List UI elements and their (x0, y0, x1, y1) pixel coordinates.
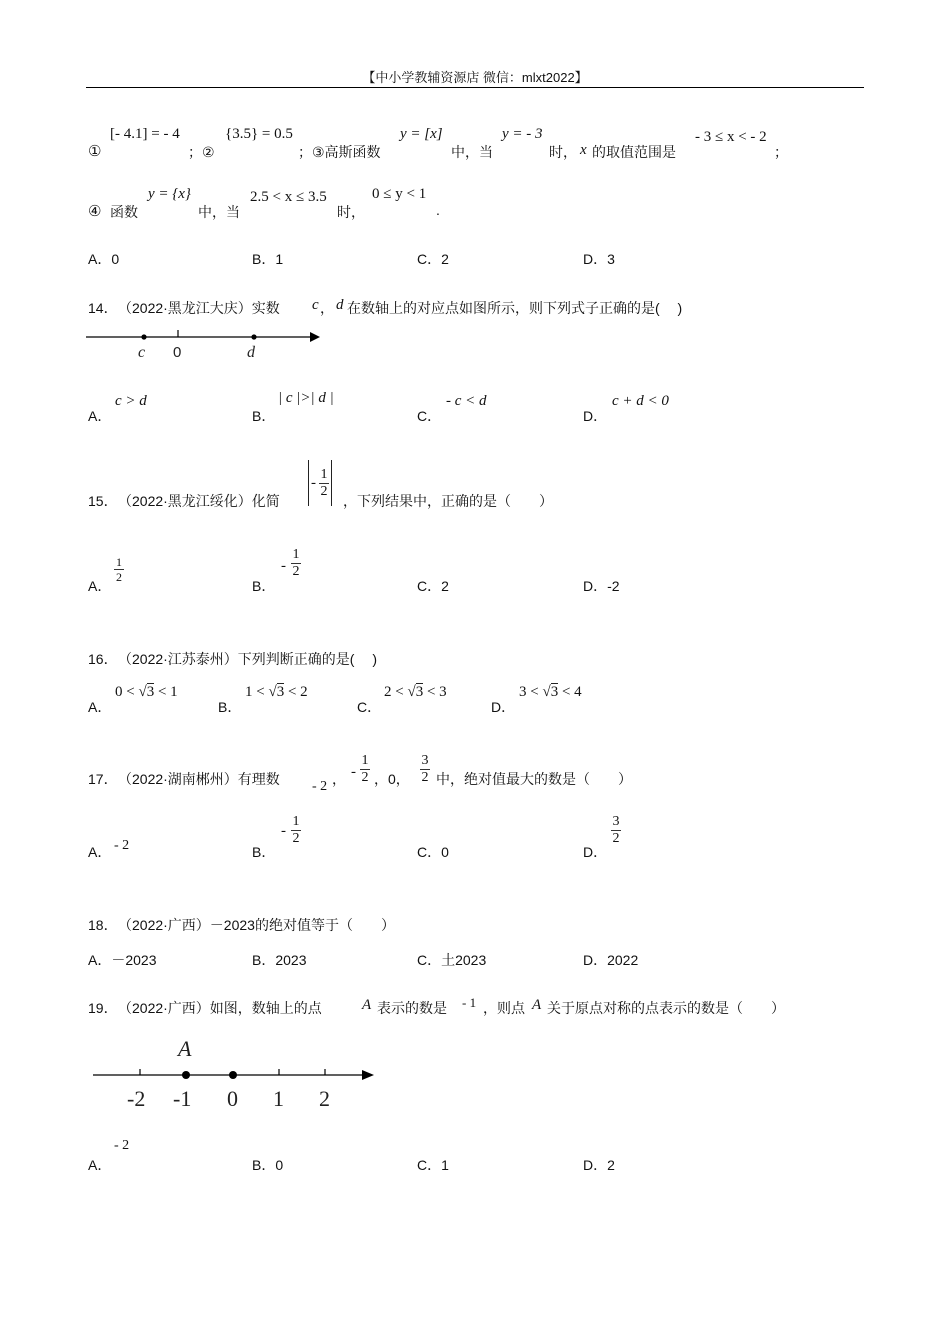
q19-tick-label-neg1: -1 (173, 1086, 192, 1111)
q14-option-a-expr[interactable]: c > d (115, 393, 147, 409)
q15-frac-den: 2 (320, 483, 328, 499)
q19-axis-arrow (362, 1070, 374, 1080)
q17-option-b-minus[interactable]: - (281, 823, 286, 839)
q14-axis-arrow (310, 332, 320, 342)
q17-option-d-label[interactable]: D． (583, 844, 608, 860)
q19-option-c[interactable]: C．1 (417, 1157, 449, 1173)
var-c: c (312, 297, 319, 313)
expr-y-range: 0 ≤ y < 1 (372, 186, 427, 202)
q15-option-b-minus[interactable]: - (281, 558, 286, 574)
q15-b-den: 2 (292, 564, 300, 579)
q15-minus: - (311, 474, 316, 491)
q13-text8: . (436, 202, 440, 218)
q18-option-b[interactable]: B．2023 (252, 952, 307, 968)
q14-label-d: d (247, 344, 255, 361)
q16-number: 16． (88, 651, 118, 667)
q16-b-pre: 1 < (245, 684, 265, 700)
expr-gauss: y = [x] (400, 126, 443, 142)
q15-option-a-frac[interactable] (114, 555, 124, 584)
q14-label-zero: 0 (173, 344, 182, 361)
q14-option-c-expr[interactable]: - c < d (446, 393, 487, 409)
q16-c-rad: 3 (415, 684, 424, 700)
q15-abs-expr (308, 460, 332, 506)
q17-value-neg2: - 2 (312, 779, 328, 794)
q15-option-d[interactable]: D．-2 (583, 578, 620, 594)
q17-frac-three-half (420, 753, 430, 786)
q19-text2: ，则点 (483, 1000, 525, 1016)
q17-option-c[interactable]: C．0 (417, 844, 449, 860)
sqrt-icon: √ (268, 684, 277, 700)
q13-option-a[interactable]: A．0 (88, 251, 120, 267)
q13-sep2: ；③高斯函数 (298, 144, 381, 160)
q16-b-post: < 2 (287, 684, 308, 700)
q14-option-d-label[interactable]: D． (583, 408, 608, 424)
q14-label-c: c (138, 344, 146, 361)
q16-question: （2022·江苏泰州）下列判断正确的是( ) (118, 651, 378, 667)
q17-d-den: 2 (612, 831, 620, 846)
q16-d-pre: 3 < (519, 684, 539, 700)
q16-c-pre: 2 < (384, 684, 404, 700)
q17-sep1: ， (332, 771, 346, 787)
q16-a-post: < 1 (157, 684, 178, 700)
circled-1: ① (88, 143, 102, 160)
q16-option-a-label[interactable]: A． (88, 699, 112, 715)
q17-option-b-label[interactable]: B． (252, 844, 276, 860)
q14-point-d (251, 334, 256, 339)
q18-question: （2022·广西）－2023的绝对值等于（ ） (118, 917, 395, 933)
q16-option-b-expr[interactable] (245, 684, 308, 701)
q16-option-c-label[interactable]: C． (357, 699, 382, 715)
q15-option-a-label[interactable]: A． (88, 578, 112, 594)
q19-tick-label-2: 2 (319, 1086, 330, 1111)
q16-d-post: < 4 (561, 684, 582, 700)
q19-point-a: A (362, 997, 372, 1013)
q17-question: 中，绝对值最大的数是（ ） (436, 771, 632, 787)
q17-b-den: 2 (292, 831, 300, 846)
q15-source: （2022·黑龙江绥化）化简 (118, 493, 280, 509)
q16-a-pre: 0 < (115, 684, 135, 700)
q19-value: - 1 (462, 995, 477, 1010)
q19-option-a-value[interactable]: - 2 (114, 1138, 130, 1153)
q17-minus: - (351, 764, 356, 780)
q13-sep1: ；② (188, 144, 215, 160)
q15-fraction (319, 467, 329, 500)
q13-text2: 时， (549, 144, 577, 160)
q16-d-rad: 3 (550, 684, 559, 700)
q19-point-a2: A (532, 997, 542, 1013)
q15-option-c[interactable]: C．2 (417, 578, 449, 594)
q18-number: 18． (88, 917, 118, 933)
q14-option-d-expr[interactable]: c + d < 0 (612, 393, 669, 409)
header-rule (86, 87, 864, 88)
q14-point-c (141, 334, 146, 339)
q17-f3-num: 3 (421, 753, 429, 768)
q19-label-a: A (178, 1036, 192, 1061)
circled-4: ④ (88, 203, 102, 220)
q14-source: （2022·黑龙江大庆）实数 (118, 300, 280, 316)
q14-option-a-label[interactable]: A． (88, 408, 112, 424)
q13-text6: 中，当 (198, 204, 240, 220)
q18-option-d[interactable]: D．2022 (583, 952, 639, 968)
q17-option-a-value[interactable]: - 2 (114, 838, 130, 853)
var-x: x (580, 142, 587, 158)
q16-b-rad: 3 (276, 684, 285, 700)
expr-y-frac: y = {x} (148, 186, 191, 202)
q18-option-a[interactable]: A．－2023 (88, 952, 157, 968)
q17-option-d-frac[interactable] (611, 814, 621, 847)
expr-range: - 3 ≤ x < - 2 (695, 129, 767, 145)
q17-option-b-frac[interactable] (291, 814, 301, 847)
expr-x-range: 2.5 < x ≤ 3.5 (250, 189, 327, 205)
q19-option-a-label[interactable]: A． (88, 1157, 112, 1173)
q16-option-d-label[interactable]: D． (491, 699, 516, 715)
q19-tick-label-neg2: -2 (127, 1086, 146, 1111)
q13-text4: ； (774, 144, 788, 160)
q17-frac-half (360, 753, 370, 786)
q17-f2-den: 2 (361, 770, 369, 785)
q19-tick-label-0: 0 (227, 1086, 238, 1111)
sqrt-icon: √ (138, 684, 147, 700)
q15-number: 15． (88, 493, 118, 509)
q19-text1: 表示的数是 (377, 1000, 447, 1016)
q16-option-d-expr[interactable] (519, 684, 582, 701)
q17-sep2: ，0， (374, 771, 410, 787)
q19-point-origin (229, 1071, 237, 1079)
q13-text3: 的取值范围是 (592, 144, 676, 160)
q16-option-b-label[interactable]: B． (218, 699, 242, 715)
q15-question: ，下列结果中，正确的是（ ） (343, 493, 553, 509)
var-d: d (336, 297, 344, 313)
q13-text1: 中，当 (451, 144, 493, 160)
q19-question: 关于原点对称的点表示的数是（ ） (547, 1000, 785, 1016)
q17-b-num: 1 (292, 814, 300, 829)
q14-number: 14． (88, 300, 118, 316)
q16-option-c-expr[interactable] (384, 684, 447, 701)
q13-option-b[interactable]: B．1 (252, 251, 284, 267)
sqrt-icon: √ (407, 684, 416, 700)
q17-option-a-label[interactable]: A． (88, 844, 112, 860)
q15-option-b-frac[interactable] (291, 547, 301, 580)
page-header: 【中小学教辅资源店 微信：mlxt2022】 (362, 70, 588, 85)
q19-tick-label-1: 1 (273, 1086, 284, 1111)
q16-option-a-expr[interactable] (115, 684, 178, 701)
q16-c-post: < 3 (426, 684, 447, 700)
q19-option-b[interactable]: B．0 (252, 1157, 284, 1173)
q15-b-num: 1 (292, 547, 300, 562)
q15-option-b-label[interactable]: B． (252, 578, 276, 594)
q14-question: 在数轴上的对应点如图所示，则下列式子正确的是( ) (347, 300, 683, 316)
q17-number: 17． (88, 771, 118, 787)
q14-option-c-label[interactable]: C． (417, 408, 442, 424)
q19-point-a-dot (182, 1071, 190, 1079)
q15-a-num: 1 (116, 555, 122, 569)
q16-a-rad: 3 (146, 684, 155, 700)
q15-frac-num: 1 (320, 466, 328, 482)
q14-option-b-label[interactable]: B． (252, 408, 276, 424)
q19-source: （2022·广西）如图，数轴上的点 (118, 1000, 322, 1016)
q17-d-num: 3 (612, 814, 620, 829)
q17-f2-num: 1 (361, 753, 369, 768)
q18-option-c[interactable]: C．土2023 (417, 952, 487, 968)
q13-text5: 函数 (110, 204, 138, 220)
q13-text7: 时， (337, 204, 365, 220)
q14-comma: ， (320, 300, 334, 316)
q15-a-den: 2 (116, 570, 122, 584)
sqrt-icon: √ (542, 684, 551, 700)
expr-y-eq: y = - 3 (502, 126, 543, 142)
q17-source: （2022·湖南郴州）有理数 (118, 771, 280, 787)
q13-option-d[interactable]: D．3 (583, 251, 615, 267)
q14-option-b-expr[interactable]: | c |>| d | (278, 390, 334, 406)
q19-number-line (90, 1034, 380, 1114)
q17-f3-den: 2 (421, 770, 429, 785)
q19-option-d[interactable]: D．2 (583, 1157, 615, 1173)
q19-number: 19． (88, 1000, 118, 1016)
q14-number-line (86, 326, 326, 366)
expr-frac-part: {3.5} = 0.5 (225, 126, 293, 142)
expr-floor: [- 4.1] = - 4 (110, 126, 180, 142)
q13-option-c[interactable]: C．2 (417, 251, 449, 267)
